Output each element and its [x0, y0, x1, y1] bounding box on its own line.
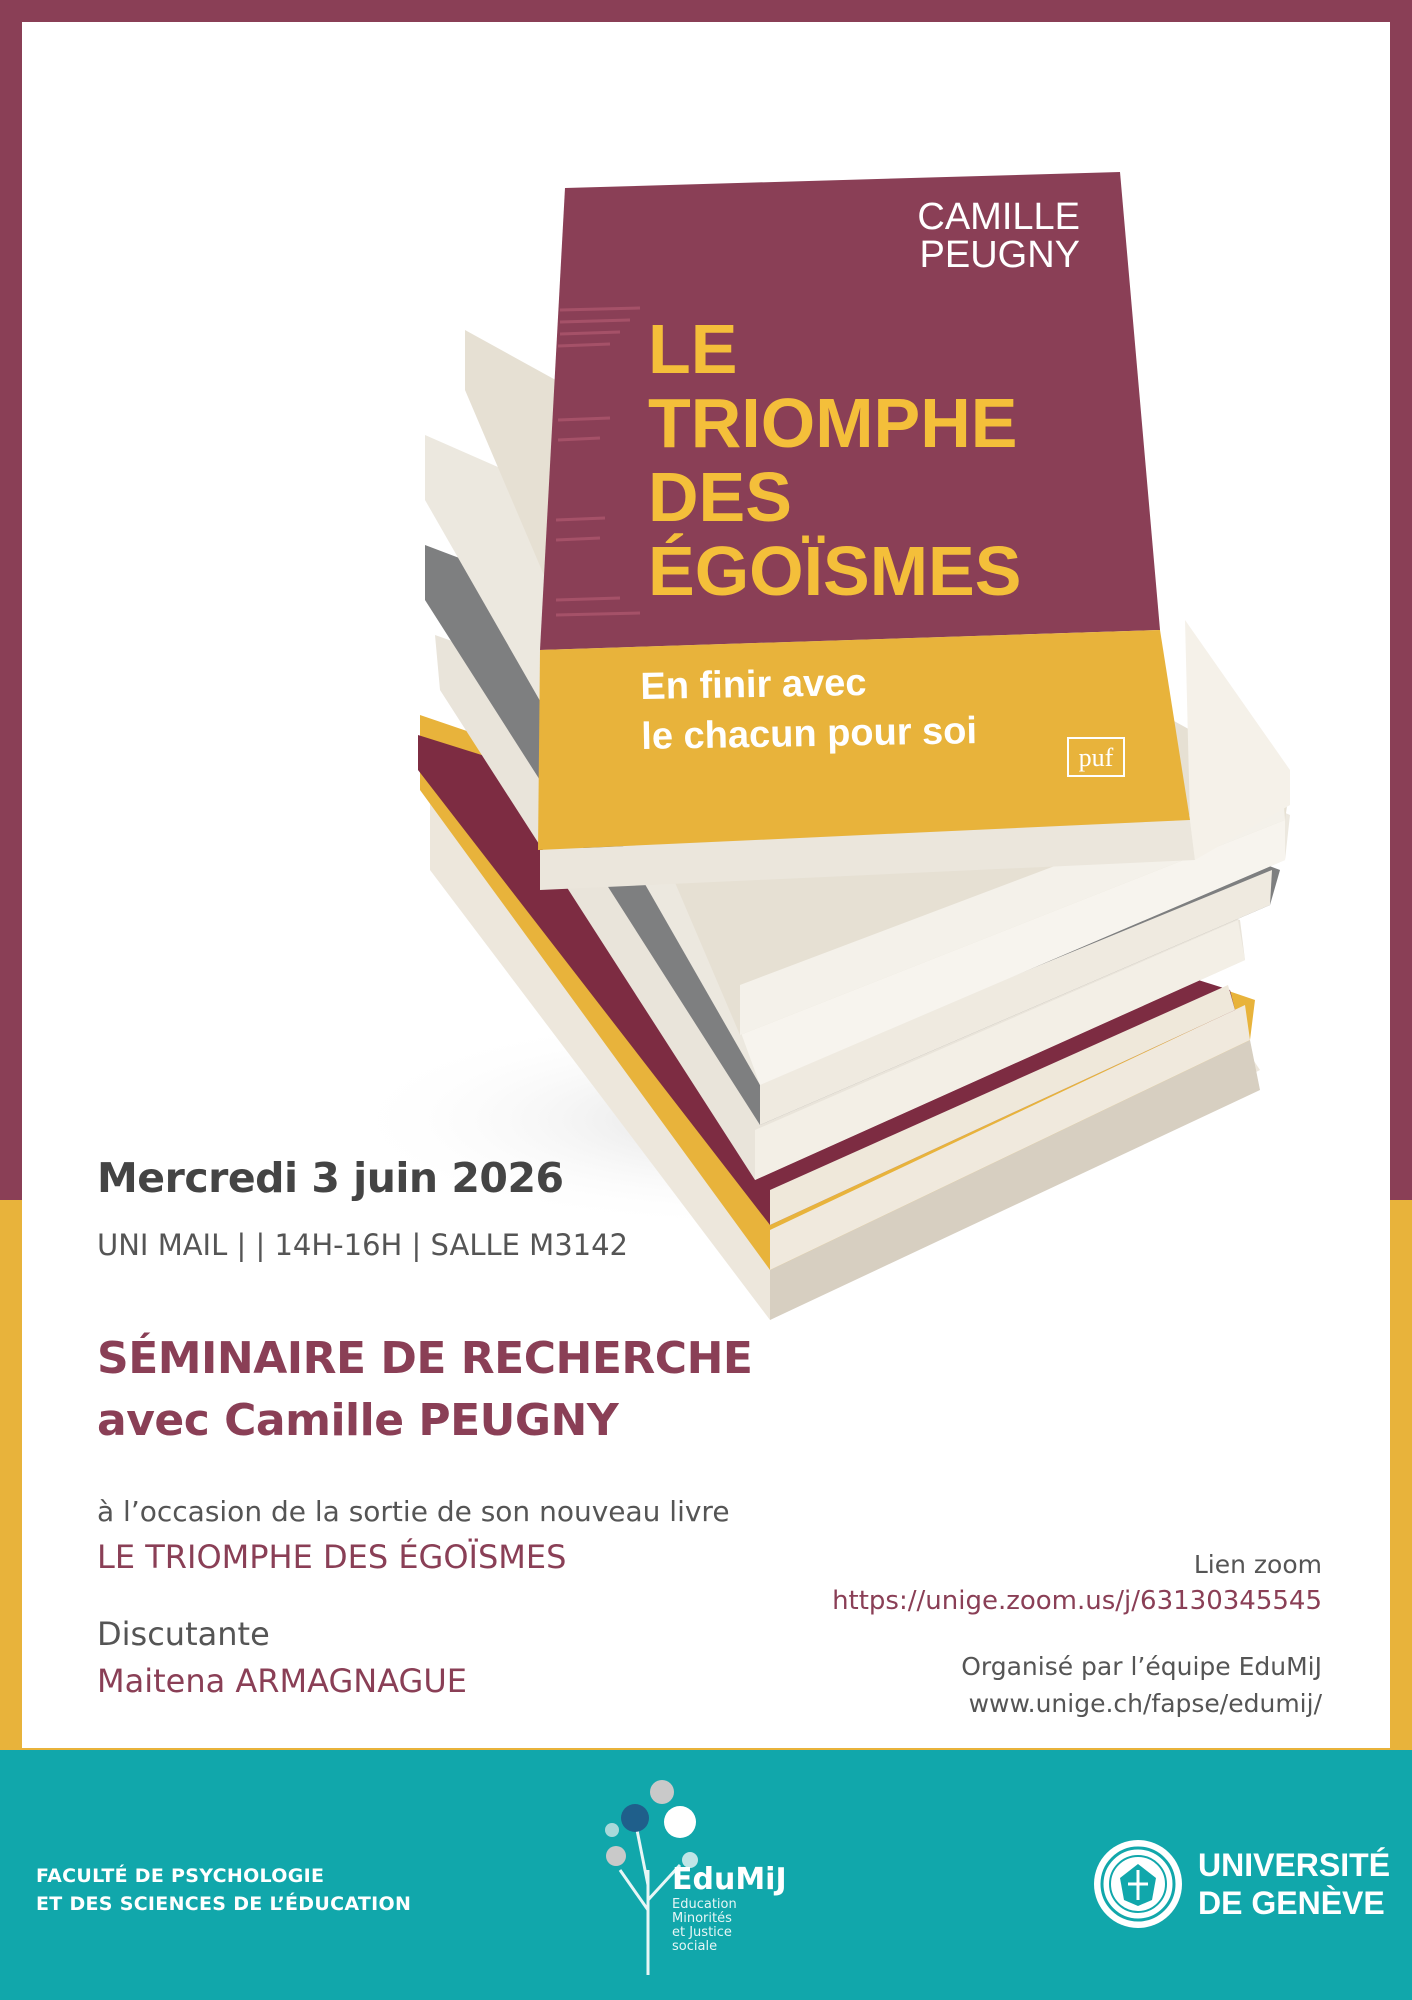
cover-title-line: DES	[648, 458, 792, 536]
zoom-label: Lien zoom	[1193, 1550, 1322, 1579]
edumij-subtitle-line: Education	[672, 1897, 737, 1912]
zoom-link[interactable]: https://unige.zoom.us/j/63130345545	[832, 1586, 1322, 1616]
university-name-line: UNIVERSITÉ	[1198, 1847, 1391, 1883]
university-name	[1198, 1846, 1390, 1922]
seminar-title-line: SÉMINAIRE DE RECHERCHE	[97, 1333, 753, 1384]
discussant-label: Discutante	[97, 1615, 270, 1653]
cover-author-line: CAMILLE	[917, 196, 1080, 238]
cover-title	[648, 312, 1021, 608]
edumij-subtitle-line: et Justice	[672, 1925, 732, 1940]
event-place: UNI MAIL | | 14H-16H | SALLE M3142	[97, 1228, 629, 1262]
edumij-subtitle-line: sociale	[672, 1939, 718, 1954]
edumij-subtitle-line: Minorités	[672, 1911, 732, 1926]
cover-subtitle-line: En finir avec	[640, 662, 867, 708]
faculty-line: FACULTÉ DE PSYCHOLOGIE	[36, 1865, 325, 1887]
organizer-label: Organisé par l’équipe EduMiJ	[961, 1652, 1322, 1681]
faculty-name	[36, 1862, 411, 1918]
seminar-speaker-line: avec Camille PEUGNY	[97, 1395, 619, 1446]
seminar-title	[97, 1328, 752, 1452]
book-title: LE TRIOMPHE DES ÉGOÏSMES	[97, 1538, 567, 1576]
cover-author	[880, 198, 1080, 274]
edumij-subtitle	[672, 1898, 737, 1954]
unige-seal-icon	[1092, 1838, 1184, 1930]
faculty-line: ET DES SCIENCES DE L’ÉDUCATION	[36, 1893, 412, 1915]
publisher-logo: puf	[1067, 737, 1125, 777]
cover-subtitle-line: le chacun pour soi	[640, 710, 978, 758]
organizer-link[interactable]: www.unige.ch/fapse/edumij/	[968, 1689, 1322, 1718]
cover-title-line: TRIOMPHE	[648, 384, 1018, 462]
cover-author-line: PEUGNY	[919, 234, 1080, 276]
occasion-text: à l’occasion de la sortie de son nouveau livre	[97, 1495, 730, 1528]
university-name-line: DE GENÈVE	[1198, 1885, 1385, 1921]
cover-title-line: ÉGOÏSMES	[648, 532, 1022, 610]
discussant-name: Maitena ARMAGNAGUE	[97, 1662, 467, 1700]
cover-title-line: LE	[648, 310, 738, 388]
edumij-name: EduMiJ	[672, 1862, 787, 1897]
event-date: Mercredi 3 juin 2026	[97, 1154, 564, 1202]
cover-subtitle	[640, 656, 977, 762]
